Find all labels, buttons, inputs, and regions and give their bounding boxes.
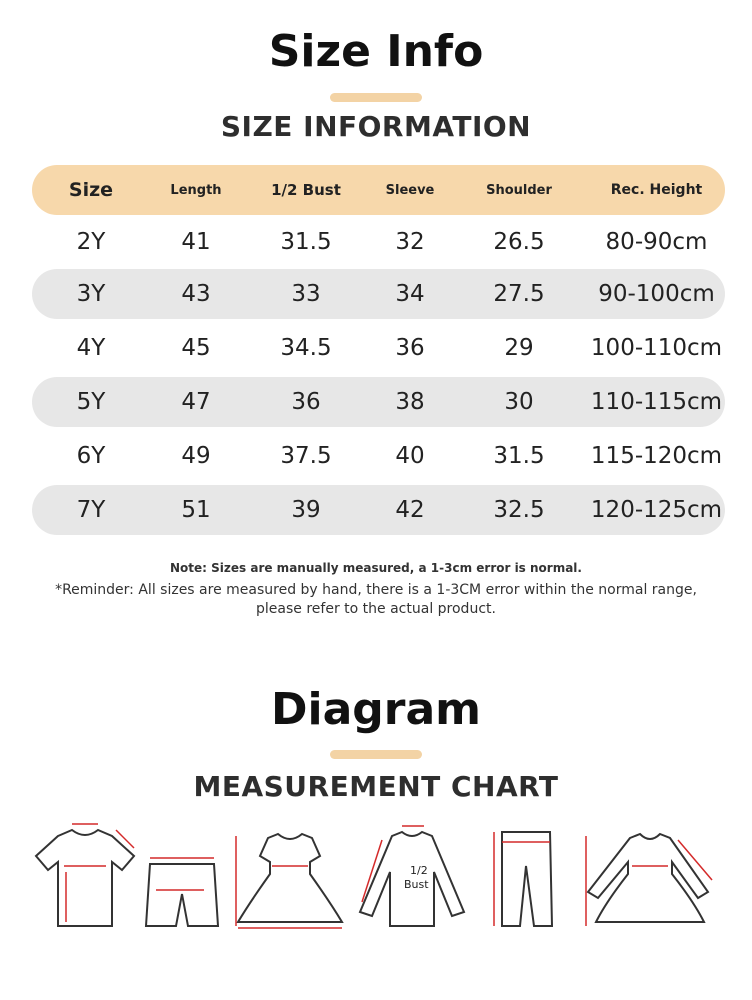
- header-sleeve: Sleeve: [385, 182, 435, 198]
- table-row: [32, 319, 725, 377]
- reminder-line-1: *Reminder: All sizes are measured by hand, there is a 1-3CM error within the normal range,: [55, 582, 697, 598]
- cell-sleeve: 36: [395, 335, 425, 361]
- cell-shoulder: 29: [504, 335, 534, 361]
- cell-rec-height: 90-100cm: [598, 281, 715, 307]
- cell-rec-height: 120-125cm: [590, 497, 723, 523]
- table-row: [32, 215, 725, 269]
- cell-half-bust: 37.5: [280, 443, 332, 469]
- cell-size: 6Y: [76, 443, 106, 469]
- cell-sleeve: 38: [395, 389, 425, 415]
- cell-sleeve: 32: [395, 229, 425, 255]
- cell-half-bust: 31.5: [280, 229, 332, 255]
- cell-sleeve: 42: [395, 497, 425, 523]
- cell-rec-height: 100-110cm: [590, 335, 723, 361]
- cell-length: 49: [181, 443, 211, 469]
- reminder-line-2: please refer to the actual product.: [256, 601, 496, 617]
- title-accent-bar: [330, 93, 422, 102]
- cell-rec-height: 115-120cm: [590, 443, 723, 469]
- table-row: [32, 427, 725, 485]
- long-sleeve-dress-diagram: [578, 822, 718, 934]
- cell-size: 4Y: [76, 335, 106, 361]
- cell-half-bust: 33: [291, 281, 321, 307]
- tshirt-diagram: [30, 822, 140, 932]
- cell-sleeve: 34: [395, 281, 425, 307]
- table-row: [32, 485, 725, 535]
- header-length: Length: [170, 182, 222, 198]
- cell-shoulder: 27.5: [493, 281, 545, 307]
- reminder-text: [0, 581, 752, 619]
- size-info-title: Size Info: [268, 26, 484, 77]
- bust-label: Bust: [404, 878, 429, 891]
- size-information-subtitle: SIZE INFORMATION: [220, 110, 532, 143]
- cell-length: 41: [181, 229, 211, 255]
- garment-diagrams: [30, 822, 730, 942]
- cell-length: 47: [181, 389, 211, 415]
- header-shoulder: Shoulder: [486, 182, 552, 198]
- table-row: [32, 269, 725, 319]
- cell-rec-height: 110-115cm: [590, 389, 723, 415]
- cell-length: 45: [181, 335, 211, 361]
- cell-length: 43: [181, 281, 211, 307]
- header-rec-height: Rec. Height: [610, 182, 703, 198]
- cell-size: 5Y: [76, 389, 106, 415]
- diagram-title: Diagram: [270, 684, 482, 735]
- size-table-header: [32, 165, 725, 215]
- cell-size: 3Y: [76, 281, 106, 307]
- half-bust-label: 1/2: [410, 864, 428, 877]
- cell-shoulder: 26.5: [493, 229, 545, 255]
- cell-half-bust: 39: [291, 497, 321, 523]
- cell-half-bust: 34.5: [280, 335, 332, 361]
- cell-shoulder: 31.5: [493, 443, 545, 469]
- cell-size: 7Y: [76, 497, 106, 523]
- shorts-diagram: [142, 854, 222, 934]
- measurement-chart-subtitle: MEASUREMENT CHART: [193, 770, 559, 803]
- cell-half-bust: 36: [291, 389, 321, 415]
- cell-rec-height: 80-90cm: [605, 229, 708, 255]
- diagram-accent-bar: [330, 750, 422, 759]
- header-size: Size: [68, 179, 114, 201]
- size-table: [32, 165, 725, 535]
- table-row: [32, 377, 725, 427]
- dress-diagram: [230, 822, 350, 934]
- measurement-note: Note: Sizes are manually measured, a 1-3cm error is normal.: [170, 561, 582, 575]
- cell-sleeve: 40: [395, 443, 425, 469]
- cell-shoulder: 30: [504, 389, 534, 415]
- cell-shoulder: 32.5: [493, 497, 545, 523]
- pants-diagram: [480, 822, 560, 934]
- cell-size: 2Y: [76, 229, 106, 255]
- long-sleeve-diagram: [352, 822, 472, 934]
- header-half-bust: 1/2 Bust: [271, 181, 341, 199]
- cell-length: 51: [181, 497, 211, 523]
